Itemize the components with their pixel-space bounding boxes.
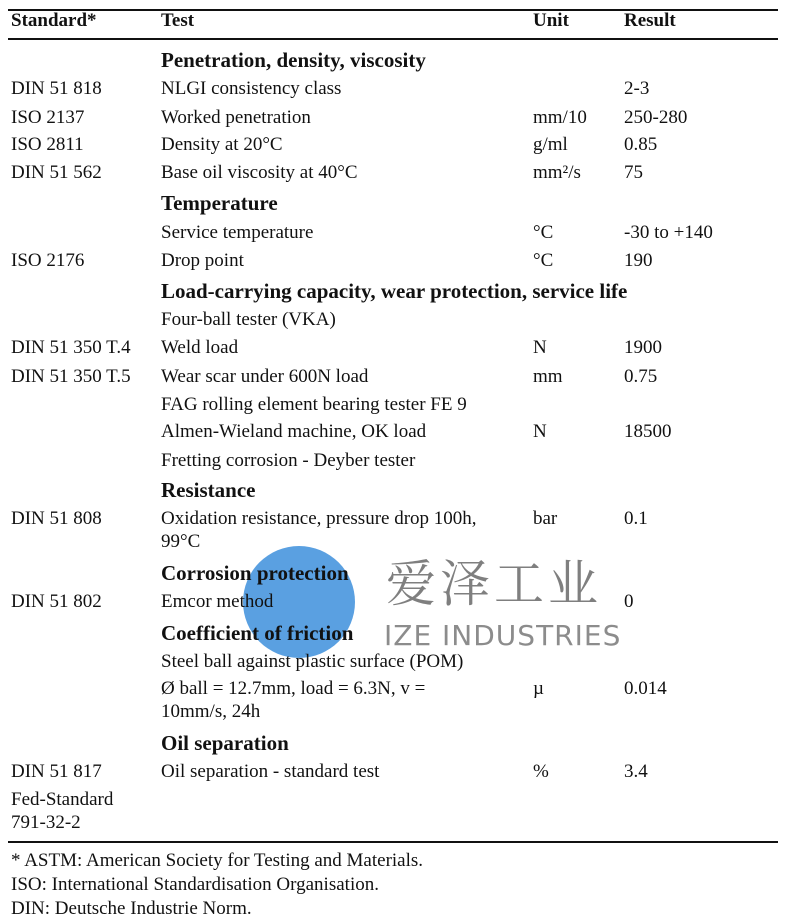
result-cell: 190	[624, 250, 653, 271]
test-cell: FAG rolling element bearing tester FE 9	[161, 394, 467, 415]
unit-cell: N	[533, 421, 547, 442]
result-cell: -30 to +140	[624, 222, 713, 243]
standard-cell: DIN 51 817	[11, 761, 102, 782]
standard-cell: DIN 51 562	[11, 162, 102, 183]
test-cell-continued: 99°C	[161, 531, 201, 552]
test-cell: NLGI consistency class	[161, 78, 342, 99]
result-cell: 0.85	[624, 134, 658, 155]
header-unit: Unit	[533, 10, 569, 31]
test-cell: Emcor method	[161, 591, 274, 612]
header-rule	[8, 38, 778, 40]
unit-cell: µ	[533, 678, 544, 699]
header-result: Result	[624, 10, 676, 31]
result-cell: 0.75	[624, 366, 658, 387]
standard-cell-continued: 791-32-2	[11, 812, 81, 833]
section-title: Oil separation	[161, 731, 289, 755]
unit-cell: mm	[533, 366, 563, 387]
result-cell: 0.1	[624, 508, 648, 529]
test-cell: Weld load	[161, 337, 239, 358]
result-cell: 0.014	[624, 678, 667, 699]
unit-cell: g/ml	[533, 134, 568, 155]
standard-cell: ISO 2811	[11, 134, 84, 155]
test-cell: Worked penetration	[161, 107, 311, 128]
table-bottom-rule	[8, 841, 778, 843]
test-cell: Steel ball against plastic surface (POM)	[161, 651, 464, 672]
result-cell: 18500	[624, 421, 672, 442]
test-cell-continued: 10mm/s, 24h	[161, 701, 261, 722]
section-title: Temperature	[161, 191, 278, 215]
header-test: Test	[161, 10, 195, 31]
result-cell: 0	[624, 591, 634, 612]
standard-cell: ISO 2176	[11, 250, 85, 271]
test-cell: Wear scar under 600N load	[161, 366, 369, 387]
watermark-chinese-text: 爱泽工业	[386, 555, 602, 613]
watermark-english-text: IZE INDUSTRIES	[384, 619, 622, 652]
result-cell: 75	[624, 162, 643, 183]
result-cell: 250-280	[624, 107, 688, 128]
test-cell: Density at 20°C	[161, 134, 283, 155]
footnote: * ASTM: American Society for Testing and Materials.	[11, 850, 424, 871]
standard-cell: DIN 51 350 T.4	[11, 337, 131, 358]
test-cell: Ø ball = 12.7mm, load = 6.3N, v =	[161, 678, 426, 699]
unit-cell: %	[533, 761, 549, 782]
test-cell: Almen-Wieland machine, OK load	[161, 421, 427, 442]
section-title: Load-carrying capacity, wear protection, service life	[161, 279, 628, 303]
standard-cell: DIN 51 802	[11, 591, 102, 612]
header-standard: Standard*	[11, 10, 97, 31]
unit-cell: °C	[533, 222, 554, 243]
footnote: ISO: International Standardisation Organisation.	[11, 874, 379, 895]
section-title: Resistance	[161, 478, 256, 502]
test-cell: Oxidation resistance, pressure drop 100h,	[161, 508, 477, 529]
standard-cell: DIN 51 808	[11, 508, 102, 529]
test-cell: Oil separation - standard test	[161, 761, 380, 782]
test-cell: Fretting corrosion - Deyber tester	[161, 450, 416, 471]
standard-cell: DIN 51 818	[11, 78, 102, 99]
section-title: Coefficient of friction	[161, 621, 354, 645]
standard-cell: Fed-Standard	[11, 789, 114, 810]
test-cell: Drop point	[161, 250, 244, 271]
unit-cell: mm²/s	[533, 162, 581, 183]
result-cell: 1900	[624, 337, 662, 358]
section-title: Penetration, density, viscosity	[161, 48, 426, 72]
result-cell: 3.4	[624, 761, 648, 782]
unit-cell: N	[533, 337, 547, 358]
test-cell: Base oil viscosity at 40°C	[161, 162, 358, 183]
unit-cell: mm/10	[533, 107, 587, 128]
unit-cell: bar	[533, 508, 558, 529]
test-cell: Four-ball tester (VKA)	[161, 309, 336, 330]
unit-cell: °C	[533, 250, 554, 271]
section-title: Corrosion protection	[161, 561, 349, 585]
standard-cell: ISO 2137	[11, 107, 85, 128]
test-cell: Service temperature	[161, 222, 314, 243]
standard-cell: DIN 51 350 T.5	[11, 366, 131, 387]
footnote: DIN: Deutsche Industrie Norm.	[11, 898, 252, 919]
result-cell: 2-3	[624, 78, 650, 99]
